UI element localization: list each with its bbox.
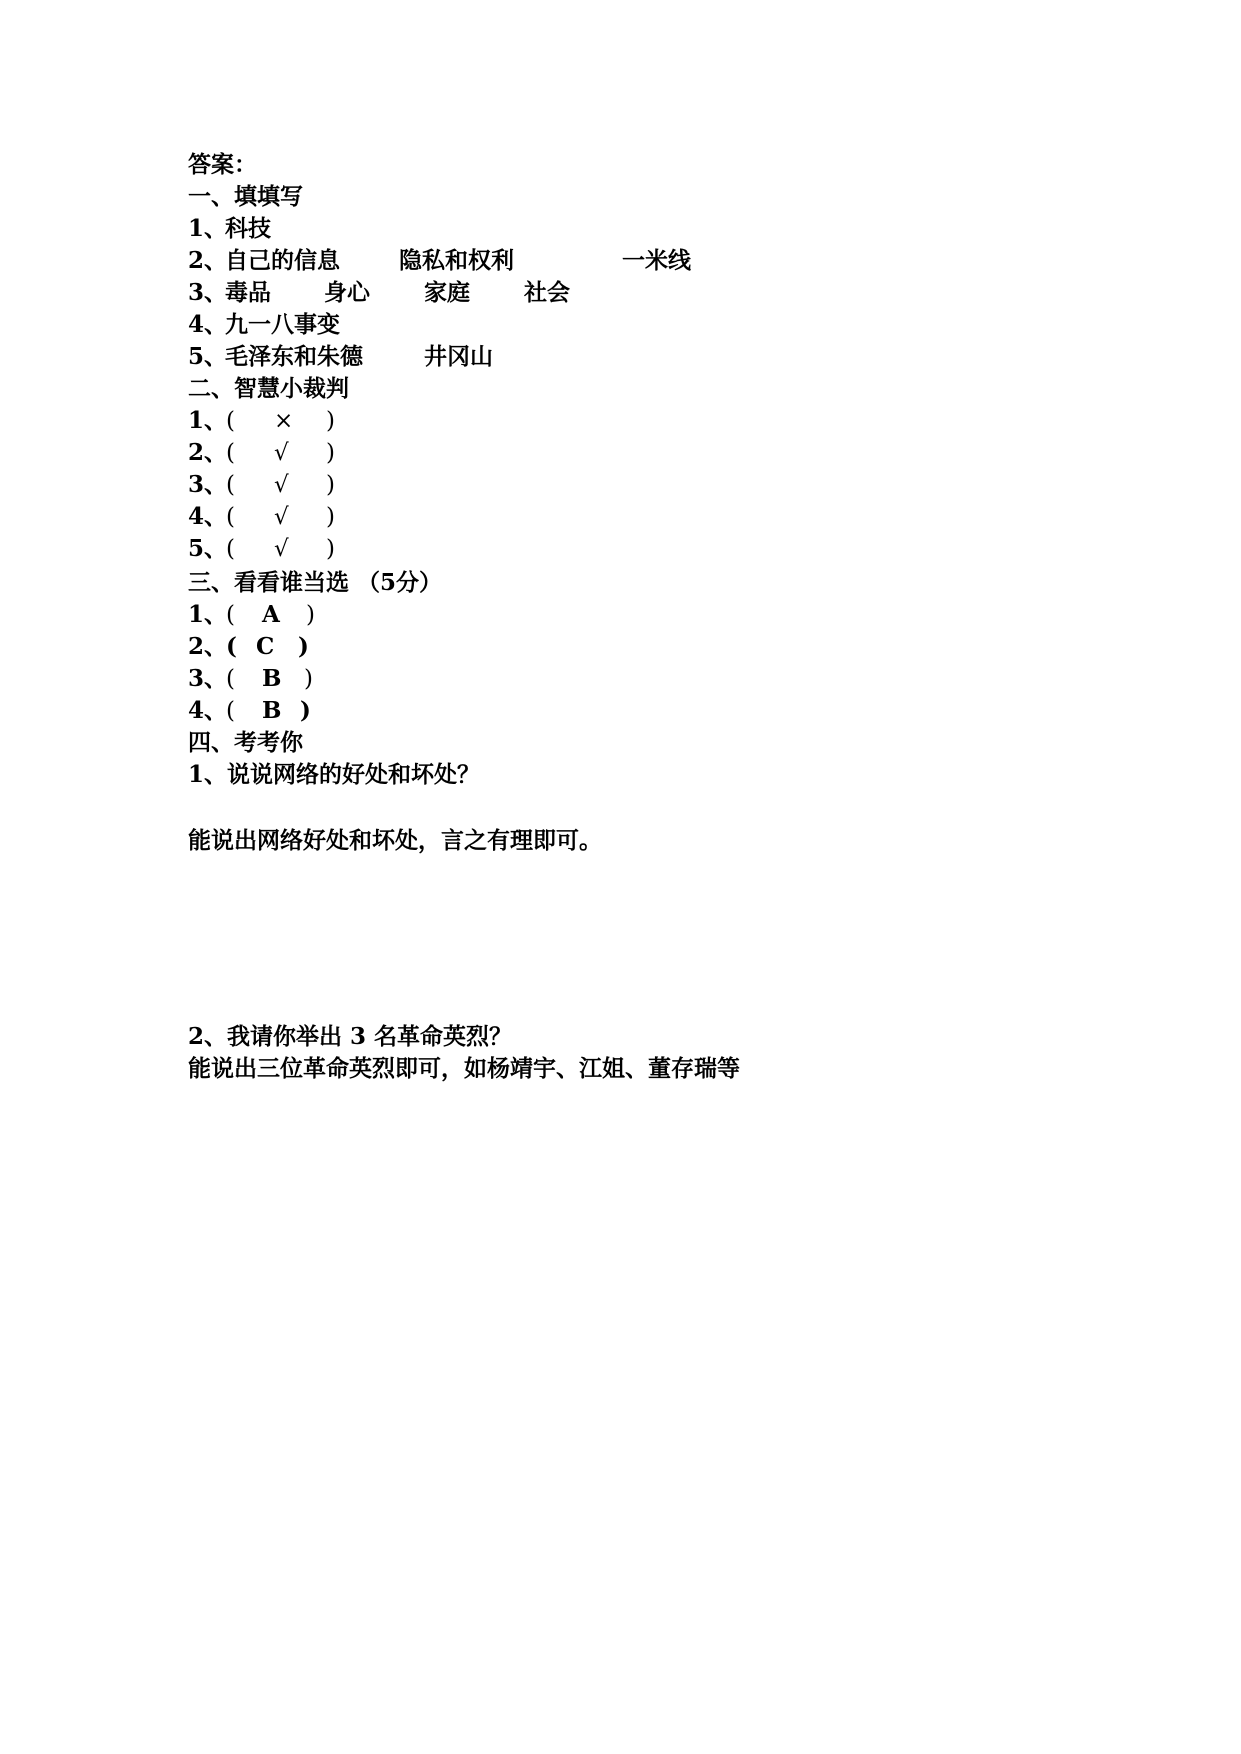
s1-item-2-answer-b: 隐私和权利 <box>399 247 514 274</box>
s2-item-2-open-paren: ( <box>226 440 235 466</box>
s4-answer-2: 能说出三位革命英烈即可，如杨靖宇、江姐、董存瑞等 <box>188 1055 740 1082</box>
s1-item-5-answer-a: 毛泽东和朱德 <box>225 343 363 370</box>
s3-item-3-close-paren: ) <box>304 666 313 692</box>
s1-item-3 <box>188 278 570 308</box>
s2-item-5-num: 5、 <box>188 535 228 562</box>
s2-item-5 <box>188 534 335 564</box>
s4-question-1: 1、说说网络的好处和坏处？ <box>188 761 481 788</box>
s2-item-1-cross-mark: × <box>274 408 294 434</box>
s3-item-4-choice: B <box>262 697 282 724</box>
s2-item-2-close-paren: ) <box>326 440 335 466</box>
s4-answer-1: 能说出网络好处和坏处，言之有理即可。 <box>188 827 602 854</box>
s3-item-4-close-paren: ) <box>300 697 311 724</box>
s1-item-4-answer: 九一八事变 <box>225 311 340 338</box>
s2-item-5-open-paren: ( <box>226 536 235 562</box>
s1-item-2-num: 2、 <box>188 247 228 274</box>
s1-item-2 <box>188 246 691 276</box>
s2-item-1-num: 1、 <box>188 407 228 434</box>
s3-item-4-num: 4、 <box>188 697 228 724</box>
s3-item-3-choice: B <box>262 665 282 692</box>
s2-item-4-check-mark: √ <box>274 504 289 530</box>
s1-item-4-num: 4、 <box>188 311 228 338</box>
s2-item-1 <box>188 406 335 436</box>
s1-item-2-answer-c: 一米线 <box>622 247 691 274</box>
s3-item-2-choice: C <box>256 633 275 660</box>
s2-item-4 <box>188 502 335 532</box>
s2-item-5-check-mark: √ <box>274 536 289 562</box>
s1-item-4 <box>188 310 340 340</box>
s2-item-5-close-paren: ) <box>326 536 335 562</box>
s3-item-3 <box>188 664 313 694</box>
s1-item-5 <box>188 342 493 372</box>
s3-item-1-num: 1、 <box>188 601 228 628</box>
s1-item-1 <box>188 214 271 244</box>
s2-item-3-num: 3、 <box>188 471 228 498</box>
s3-item-1-choice: A <box>262 601 280 628</box>
answer-title: 答案： <box>188 151 257 178</box>
s3-item-1-close-paren: ) <box>306 602 315 628</box>
s1-item-3-answer-d: 社会 <box>524 279 570 306</box>
s1-item-2-answer-a: 自己的信息 <box>225 247 340 274</box>
s2-item-4-open-paren: ( <box>226 504 235 530</box>
s3-item-2-num: 2、 <box>188 633 228 660</box>
s1-item-3-answer-b: 身心 <box>324 279 370 306</box>
s2-item-3 <box>188 470 335 500</box>
s3-item-3-num: 3、 <box>188 665 228 692</box>
s3-item-2-open-paren: ( <box>226 633 237 660</box>
s2-item-4-close-paren: ) <box>326 504 335 530</box>
s3-item-2-close-paren: ) <box>298 633 309 660</box>
section2-heading: 二、智慧小裁判 <box>188 375 349 402</box>
s1-item-1-num: 1、 <box>188 215 228 242</box>
s2-item-4-num: 4、 <box>188 503 228 530</box>
s2-item-1-open-paren: ( <box>226 408 235 434</box>
s1-item-1-answer: 科技 <box>225 215 271 242</box>
s2-item-2-num: 2、 <box>188 439 228 466</box>
s3-item-4-open-paren: ( <box>226 698 235 724</box>
s3-item-3-open-paren: ( <box>226 666 235 692</box>
s1-item-5-num: 5、 <box>188 343 228 370</box>
s2-item-3-open-paren: ( <box>226 472 235 498</box>
s4-question-2: 2、我请你举出 3 名革命英烈？ <box>188 1023 513 1050</box>
s3-item-1 <box>188 600 315 630</box>
s3-item-1-open-paren: ( <box>226 602 235 628</box>
s1-item-5-answer-b: 井冈山 <box>424 343 493 370</box>
section3-heading: 三、看看谁当选 （5分） <box>188 569 443 596</box>
s2-item-2 <box>188 438 335 468</box>
section1-heading: 一、填填写 <box>188 183 303 210</box>
s3-item-4 <box>188 696 311 726</box>
s2-item-3-check-mark: √ <box>274 472 289 498</box>
s1-item-3-answer-c: 家庭 <box>424 279 470 306</box>
section4-heading: 四、考考你 <box>188 729 303 756</box>
s1-item-3-num: 3、 <box>188 279 228 306</box>
s2-item-1-close-paren: ) <box>326 408 335 434</box>
s2-item-2-check-mark: √ <box>274 440 289 466</box>
s2-item-3-close-paren: ) <box>326 472 335 498</box>
s3-item-2 <box>188 632 309 662</box>
s1-item-3-answer-a: 毒品 <box>225 279 271 306</box>
